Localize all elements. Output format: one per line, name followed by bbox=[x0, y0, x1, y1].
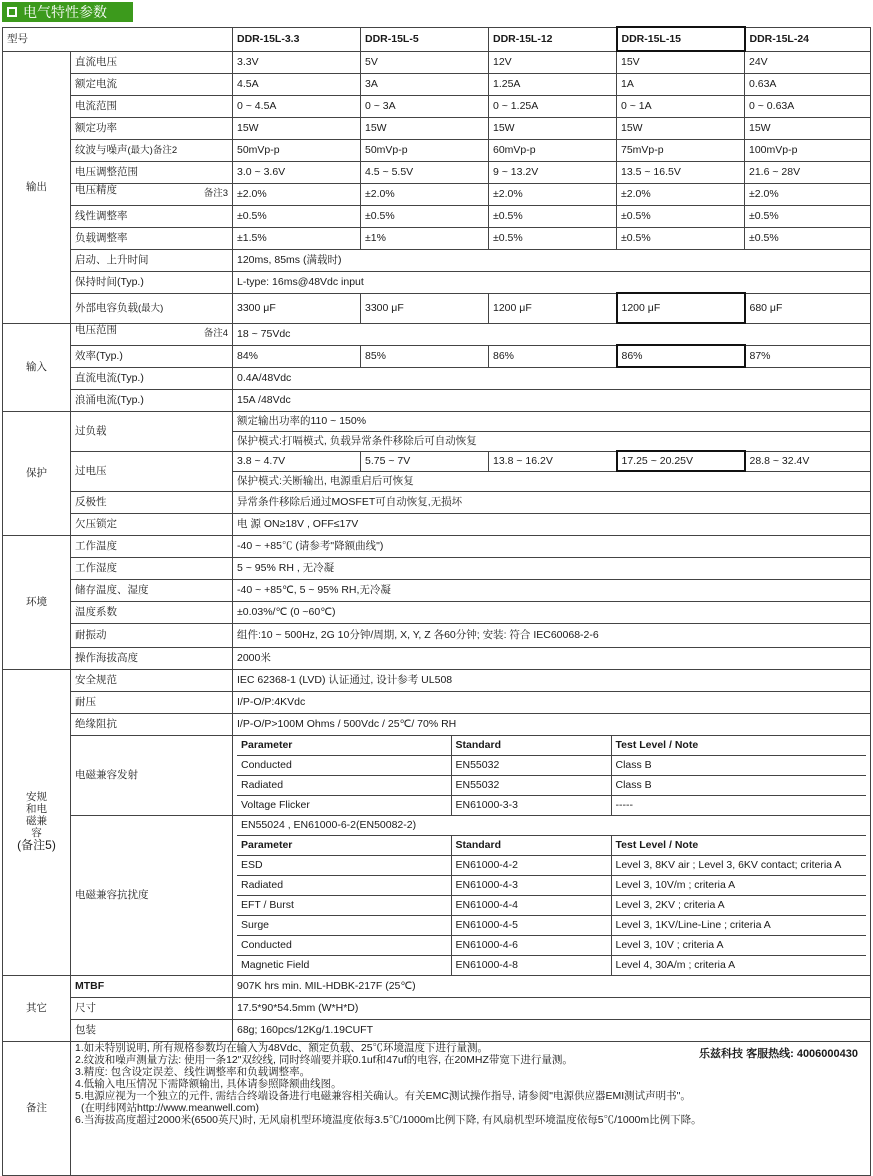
cell: 5V bbox=[361, 51, 489, 73]
cell: 1A bbox=[617, 73, 745, 95]
model-name: DDR-15L-5 bbox=[361, 27, 489, 51]
row-label: 效率(Typ.) bbox=[71, 345, 233, 367]
cell: EN61000-4-6 bbox=[451, 935, 611, 955]
row-label: 欠压锁定 bbox=[71, 513, 233, 535]
note-line: 3.精度: 包含设定误差、线性调整率和负载调整率。 bbox=[75, 1065, 311, 1078]
row-label: 直流电流(Typ.) bbox=[71, 367, 233, 389]
cell: 85% bbox=[361, 345, 489, 367]
cell: -40 ~ +85℃ (请参考"降额曲线") bbox=[233, 535, 871, 557]
cell: EN61000-4-5 bbox=[451, 915, 611, 935]
cell: Level 3, 2KV ; criteria A bbox=[611, 895, 866, 915]
cell: 75mVp-p bbox=[617, 139, 745, 161]
cell: EN55032 bbox=[451, 755, 611, 775]
cell: EN61000-4-2 bbox=[451, 855, 611, 875]
group-protection: 保护 bbox=[3, 411, 71, 535]
cell: 电 源 ON≥18V , OFF≤17V bbox=[233, 513, 871, 535]
cell: Voltage Flicker bbox=[237, 795, 451, 815]
cell: 15W bbox=[617, 117, 745, 139]
cell: 50mVp-p bbox=[233, 139, 361, 161]
cell: 2000米 bbox=[233, 647, 871, 669]
row-label: 储存温度、湿度 bbox=[71, 579, 233, 601]
cell: ±0.5% bbox=[489, 205, 617, 227]
table-row bbox=[237, 955, 866, 975]
cell: 3A bbox=[361, 73, 489, 95]
cell: 907K hrs min. MIL-HDBK-217F (25℃) bbox=[233, 975, 871, 997]
group-environment: 环境 bbox=[3, 535, 71, 669]
emc-immunity-table bbox=[237, 816, 866, 975]
cell: 18 ~ 75Vdc bbox=[233, 323, 871, 345]
model-name: DDR-15L-24 bbox=[745, 27, 871, 51]
cell: 15W bbox=[233, 117, 361, 139]
emc-emission-table bbox=[237, 736, 866, 815]
cell: ----- bbox=[615, 798, 633, 811]
hotline: 乐兹科技 客服热线: 4006000430 bbox=[699, 1047, 858, 1060]
row-label: 操作海拔高度 bbox=[71, 647, 233, 669]
cell: 15W bbox=[361, 117, 489, 139]
row-label: 温度系数 bbox=[71, 601, 233, 623]
table-row bbox=[237, 875, 866, 895]
cell: 680 μF bbox=[745, 293, 871, 323]
cell: EN61000-4-8 bbox=[451, 955, 611, 975]
row-label: 额定功率 bbox=[71, 117, 233, 139]
cell: 1.25A bbox=[489, 73, 617, 95]
cell: EN55032 bbox=[451, 775, 611, 795]
group-output: 输出 bbox=[3, 51, 71, 323]
cell: 保护模式:关断输出, 电源重启后可恢复 bbox=[233, 471, 871, 491]
note-line: 2.纹波和噪声测量方法: 使用一条12"双绞线, 同时终端要并联0.1uf和47uf的电容, 在20MHZ带宽下进行量测。 bbox=[75, 1053, 573, 1066]
cell: 0.63A bbox=[745, 73, 871, 95]
row-label: 耐振动 bbox=[71, 623, 233, 647]
row-label: 直流电压 bbox=[71, 51, 233, 73]
cell: 13.8 ~ 16.2V bbox=[489, 451, 617, 471]
col-header: Standard bbox=[451, 736, 611, 756]
cell: EFT / Burst bbox=[237, 895, 451, 915]
cell: 86% bbox=[489, 345, 617, 367]
cell: ±1.5% bbox=[233, 227, 361, 249]
cell: 0.4A/48Vdc bbox=[233, 367, 871, 389]
cell: 15A /48Vdc bbox=[233, 389, 871, 411]
cell: ±0.5% bbox=[361, 205, 489, 227]
note-line: 1.如未特别说明, 所有规格参数均在输入为48Vdc、额定负载、25℃环境温度下进行量测。 bbox=[75, 1041, 489, 1054]
table-row bbox=[237, 855, 866, 875]
cell: EN61000-3-3 bbox=[451, 795, 611, 815]
note-line: (在明纬网站http://www.meanwell.com) bbox=[81, 1101, 259, 1114]
cell: 84% bbox=[233, 345, 361, 367]
cell: 17.25 ~ 20.25V bbox=[617, 451, 745, 471]
cell: 100mVp-p bbox=[745, 139, 871, 161]
cell: 保护模式:打嗝模式, 负载异常条件移除后可自动恢复 bbox=[233, 431, 871, 451]
cell: 15V bbox=[617, 51, 745, 73]
cell: 13.5 ~ 16.5V bbox=[617, 161, 745, 183]
note-line: 5.电源应视为一个独立的元件, 需结合终端设备进行电磁兼容相关确认。有关EMC测试操作指导, 请参阅"电源供应器EMI测试声明书"。 bbox=[75, 1089, 691, 1102]
cell: 3300 μF bbox=[361, 293, 489, 323]
cell: Radiated bbox=[237, 875, 451, 895]
cell: 5.75 ~ 7V bbox=[361, 451, 489, 471]
cell: 50mVp-p bbox=[361, 139, 489, 161]
col-header: Parameter bbox=[237, 835, 451, 855]
col-header: Test Level / Note bbox=[611, 835, 866, 855]
cell: 68g; 160pcs/12Kg/1.19CUFT bbox=[233, 1019, 871, 1041]
cell: Magnetic Field bbox=[237, 955, 451, 975]
row-label: 电压调整范围 bbox=[71, 161, 233, 183]
cell: ±2.0% bbox=[361, 183, 489, 205]
cell: 21.6 ~ 28V bbox=[745, 161, 871, 183]
row-label: MTBF bbox=[71, 975, 233, 997]
row-label: 负载调整率 bbox=[71, 227, 233, 249]
cell: 17.5*90*54.5mm (W*H*D) bbox=[233, 997, 871, 1019]
model-name: DDR-15L-12 bbox=[489, 27, 617, 51]
row-label: 电磁兼容发射 bbox=[71, 735, 233, 815]
cell: ±0.5% bbox=[617, 205, 745, 227]
row-label: 包装 bbox=[71, 1019, 233, 1041]
cell: ±2.0% bbox=[489, 183, 617, 205]
table-row bbox=[237, 935, 866, 955]
cell: 额定输出功率的110 ~ 150% bbox=[233, 411, 871, 431]
cell: 120ms, 85ms (满载时) bbox=[233, 249, 871, 271]
cell: 15W bbox=[745, 117, 871, 139]
col-header: Test Level / Note bbox=[611, 736, 866, 756]
cell: 0 ~ 4.5A bbox=[233, 95, 361, 117]
model-name: DDR-15L-15 bbox=[617, 27, 745, 51]
table-row bbox=[237, 915, 866, 935]
row-label: 过负载 bbox=[71, 411, 233, 451]
note-line: 6.当海拔高度超过2000米(6500英尺)时, 无风扇机型环境温度依每3.5℃/1000m比例下降, 有风扇机型环境温度依每5℃/1000m比例下降。 bbox=[75, 1113, 702, 1126]
row-label: 绝缘阻抗 bbox=[71, 713, 233, 735]
row-label: 电压精度 备注3 bbox=[71, 183, 233, 205]
cell: ±0.5% bbox=[489, 227, 617, 249]
cell: 28.8 ~ 32.4V bbox=[745, 451, 871, 471]
row-label: 工作温度 bbox=[71, 535, 233, 557]
cell: Level 3, 10V/m ; criteria A bbox=[611, 875, 866, 895]
cell: 4.5 ~ 5.5V bbox=[361, 161, 489, 183]
cell: Conducted bbox=[237, 935, 451, 955]
row-label: 工作湿度 bbox=[71, 557, 233, 579]
emc-immunity-summary: EN55024 , EN61000-6-2(EN50082-2) bbox=[237, 816, 866, 836]
cell: Class B bbox=[611, 775, 866, 795]
cell: 5 ~ 95% RH , 无冷凝 bbox=[233, 557, 871, 579]
group-safety-emc: 安规 和电 磁兼 容 (备注5) bbox=[3, 669, 71, 975]
cell: ESD bbox=[237, 855, 451, 875]
row-label: 电压范围 备注4 bbox=[71, 323, 233, 345]
cell: 24V bbox=[745, 51, 871, 73]
section-title: 电气特性参数 bbox=[23, 5, 107, 21]
cell: -40 ~ +85℃, 5 ~ 95% RH,无冷凝 bbox=[233, 579, 871, 601]
cell: ±0.03%/℃ (0 ~60℃) bbox=[233, 601, 871, 623]
cell: ±0.5% bbox=[745, 227, 871, 249]
cell: Class B bbox=[611, 755, 866, 775]
cell: 3.3V bbox=[233, 51, 361, 73]
row-label: 纹波与噪声(最大)备注2 bbox=[71, 139, 233, 161]
table-row bbox=[237, 775, 866, 795]
cell: 60mVp-p bbox=[489, 139, 617, 161]
cell: 9 ~ 13.2V bbox=[489, 161, 617, 183]
row-label: 外部电容负载(最大) bbox=[71, 293, 233, 323]
model-name: DDR-15L-3.3 bbox=[233, 27, 361, 51]
cell: 86% bbox=[617, 345, 745, 367]
group-others: 其它 bbox=[3, 975, 71, 1041]
row-label: 浪涌电流(Typ.) bbox=[71, 389, 233, 411]
group-notes: 备注 bbox=[3, 1041, 71, 1175]
cell: Radiated bbox=[237, 775, 451, 795]
row-label: 电磁兼容抗扰度 bbox=[71, 815, 233, 975]
cell: ±0.5% bbox=[745, 205, 871, 227]
cell: I/P-O/P>100M Ohms / 500Vdc / 25℃/ 70% RH bbox=[233, 713, 871, 735]
cell: EN61000-4-4 bbox=[451, 895, 611, 915]
row-label: 额定电流 bbox=[71, 73, 233, 95]
cell: Level 4, 30A/m ; criteria A bbox=[615, 958, 736, 971]
cell: 1200 μF bbox=[489, 293, 617, 323]
cell: ±2.0% bbox=[617, 183, 745, 205]
model-label: 型号 bbox=[3, 27, 233, 51]
cell: Level 3, 10V ; criteria A bbox=[611, 935, 866, 955]
row-label: 过电压 bbox=[71, 451, 233, 491]
cell: I/P-O/P:4KVdc bbox=[233, 691, 871, 713]
table-row bbox=[237, 795, 866, 815]
cell: 3.0 ~ 3.6V bbox=[233, 161, 361, 183]
cell: 异常条件移除后通过MOSFET可自动恢复,无损坏 bbox=[233, 491, 871, 513]
row-label: 尺寸 bbox=[71, 997, 233, 1019]
cell: 0 ~ 1.25A bbox=[489, 95, 617, 117]
emc-immunity-cell bbox=[233, 815, 871, 975]
section-header bbox=[2, 2, 133, 22]
table-row bbox=[237, 755, 866, 775]
col-header: Parameter bbox=[237, 736, 451, 756]
cell: ±2.0% bbox=[745, 183, 871, 205]
cell: 12V bbox=[489, 51, 617, 73]
cell: Level 3, 1KV/Line-Line ; criteria A bbox=[611, 915, 866, 935]
cell: ±2.0% bbox=[233, 183, 361, 205]
table-row bbox=[237, 895, 866, 915]
cell: L-type: 16ms@48Vdc input bbox=[233, 271, 871, 293]
cell: Surge bbox=[237, 915, 451, 935]
checkbox-square-icon bbox=[7, 7, 17, 17]
cell: IEC 62368-1 (LVD) 认证通过, 设计参考 UL508 bbox=[233, 669, 871, 691]
cell: 3.8 ~ 4.7V bbox=[233, 451, 361, 471]
note-line: 4.低输入电压情况下需降额输出, 具体请参照降额曲线图。 bbox=[75, 1077, 342, 1090]
emc-emission-cell bbox=[233, 735, 871, 815]
cell: Conducted bbox=[237, 755, 451, 775]
row-label: 启动、上升时间 bbox=[71, 249, 233, 271]
col-header: Standard bbox=[451, 835, 611, 855]
row-label: 线性调整率 bbox=[71, 205, 233, 227]
cell: ±0.5% bbox=[233, 205, 361, 227]
group-input: 输入 bbox=[3, 323, 71, 411]
cell: Level 3, 8KV air ; Level 3, 6KV contact; criteria A bbox=[611, 855, 866, 875]
row-label: 耐压 bbox=[71, 691, 233, 713]
spec-table bbox=[2, 26, 871, 1176]
cell: 0 ~ 3A bbox=[361, 95, 489, 117]
cell: ±1% bbox=[361, 227, 489, 249]
cell: 0 ~ 0.63A bbox=[745, 95, 871, 117]
cell: 1200 μF bbox=[617, 293, 745, 323]
notes-cell bbox=[71, 1041, 871, 1175]
row-label: 反极性 bbox=[71, 491, 233, 513]
row-label: 保持时间(Typ.) bbox=[71, 271, 233, 293]
cell: 0 ~ 1A bbox=[617, 95, 745, 117]
cell: 15W bbox=[489, 117, 617, 139]
cell: 4.5A bbox=[233, 73, 361, 95]
cell: ±0.5% bbox=[617, 227, 745, 249]
row-label: 安全规范 bbox=[71, 669, 233, 691]
cell: EN61000-4-3 bbox=[451, 875, 611, 895]
cell: 组件:10 ~ 500Hz, 2G 10分钟/周期, X, Y, Z 各60分钟; 安装: 符合 IEC60068-2-6 bbox=[233, 623, 871, 647]
cell: 3300 μF bbox=[233, 293, 361, 323]
row-label: 电流范围 bbox=[71, 95, 233, 117]
cell: 87% bbox=[745, 345, 871, 367]
